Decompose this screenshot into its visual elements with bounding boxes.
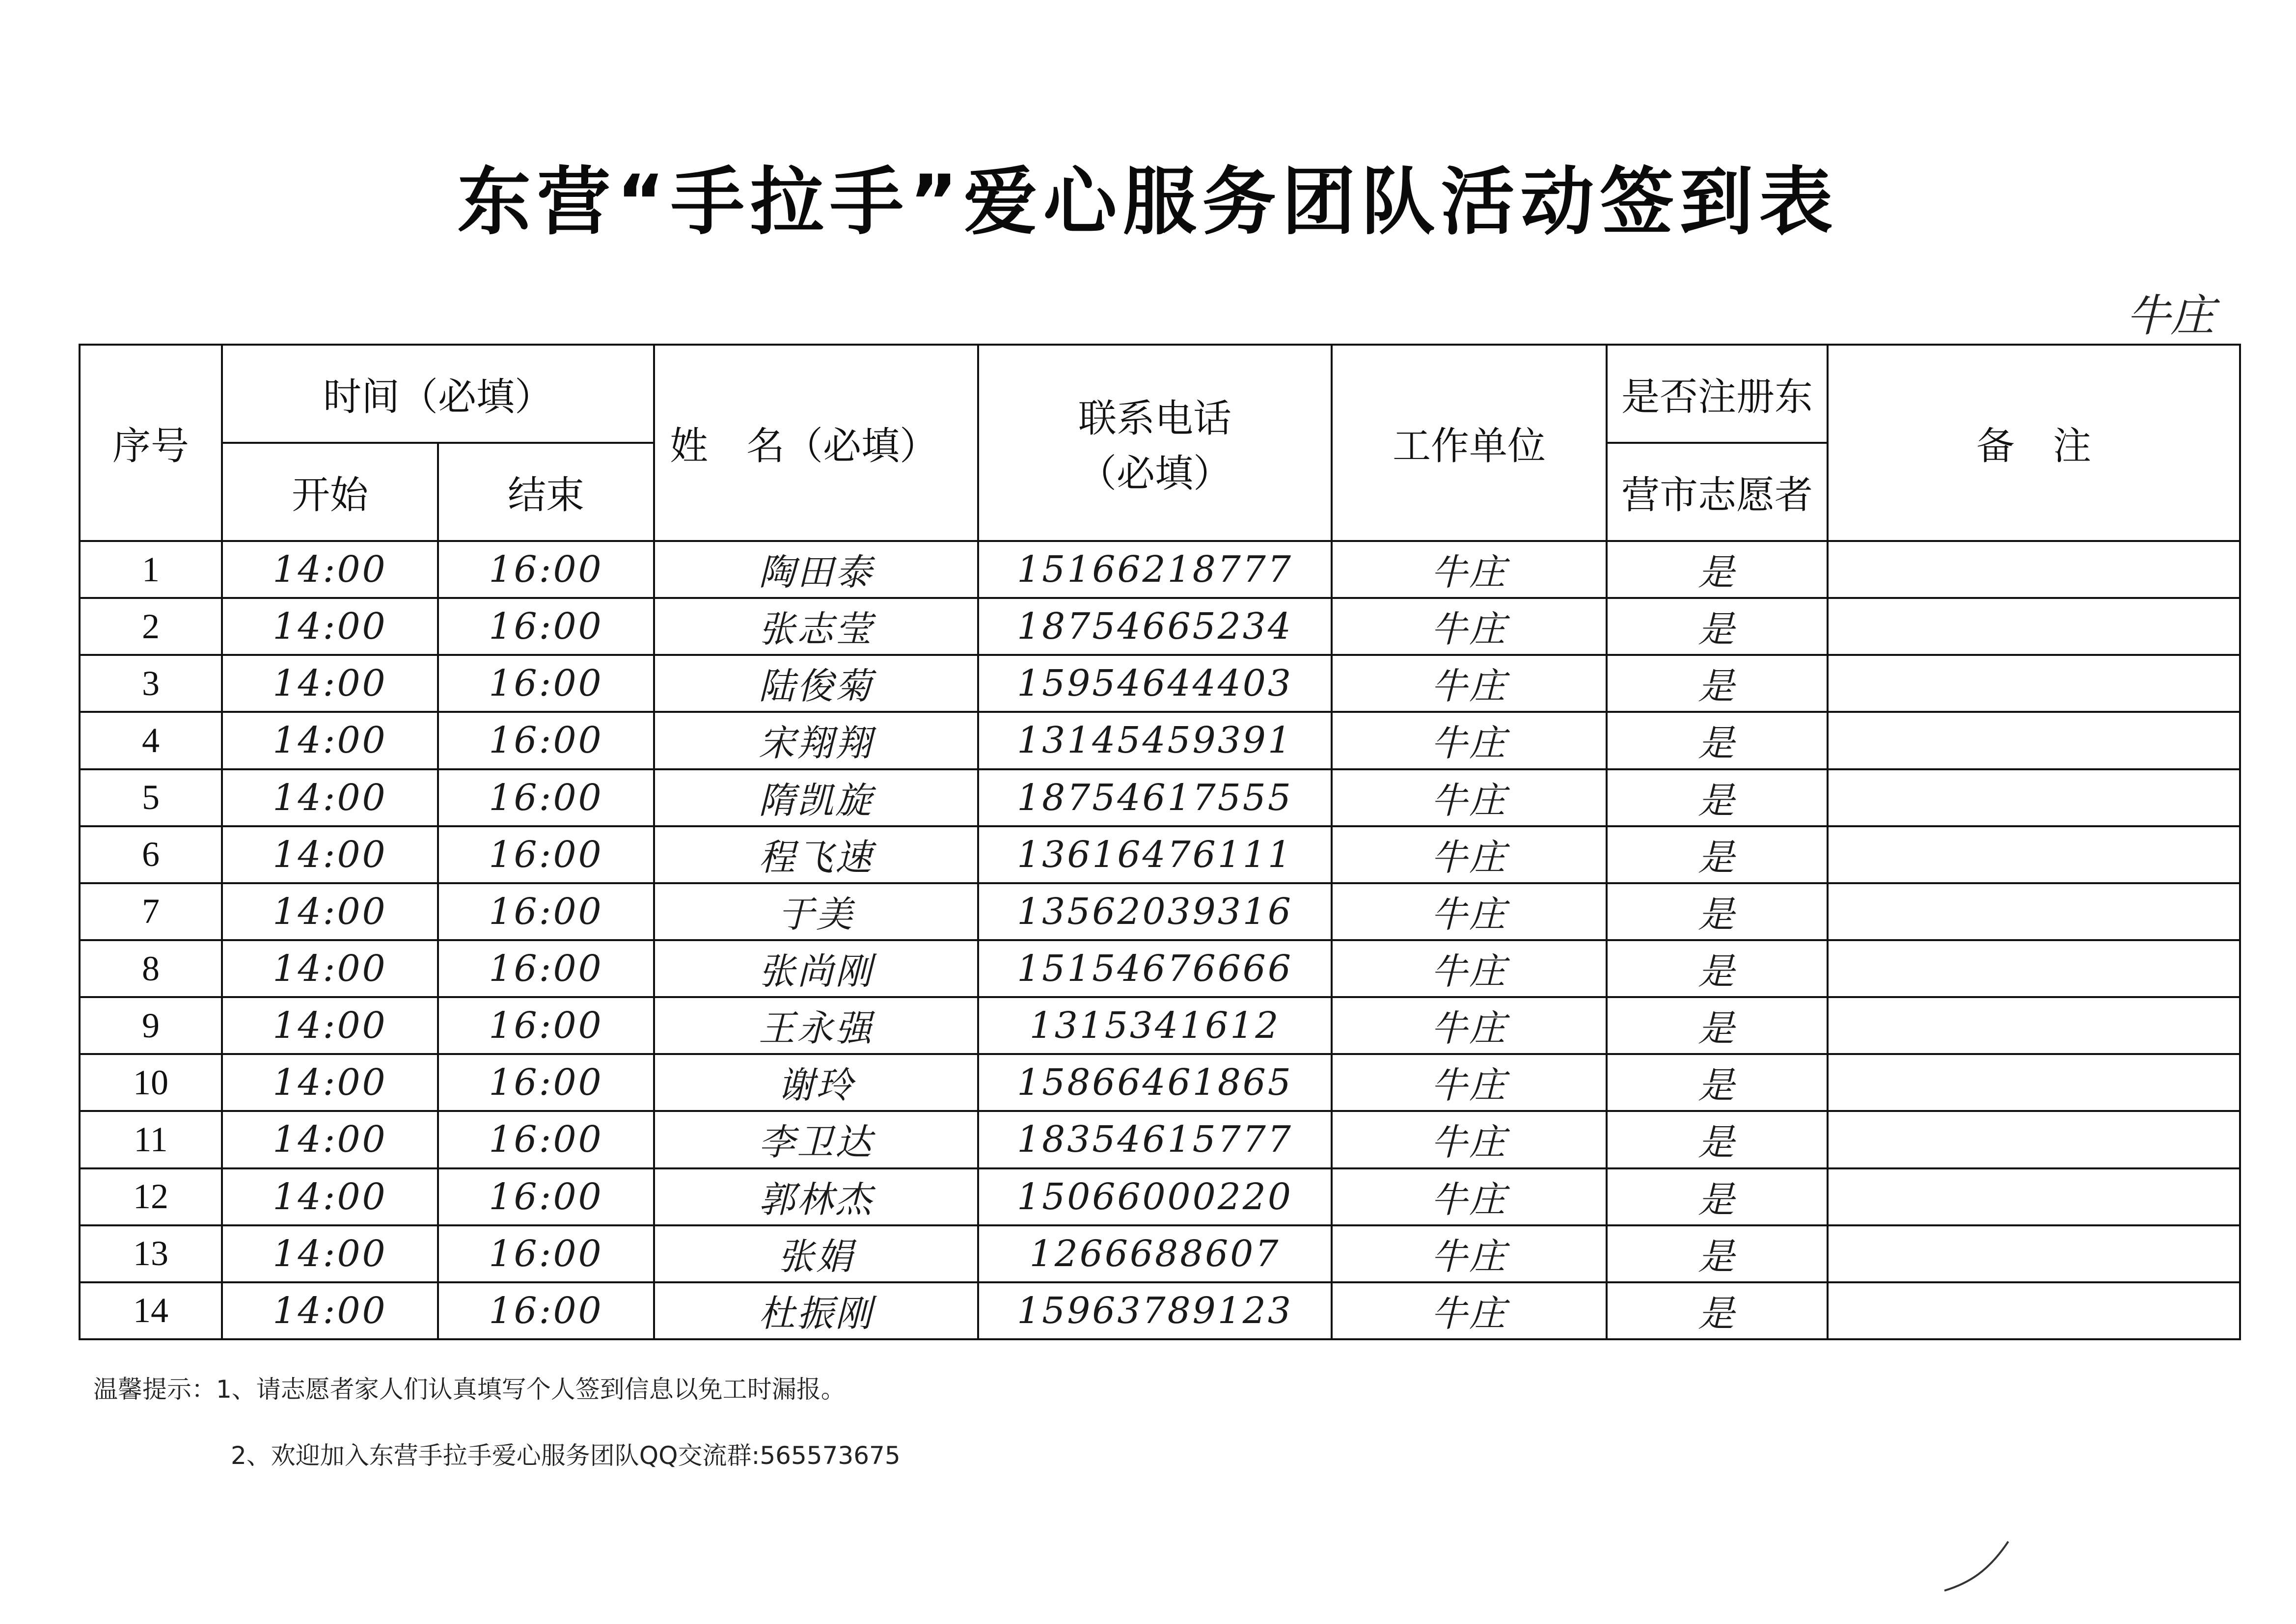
table-row	[80, 1282, 2240, 1339]
table-row	[80, 655, 2240, 712]
work-unit: 牛庄	[1332, 598, 1607, 655]
row-index: 7	[80, 883, 222, 940]
start-time: 14:00	[222, 940, 438, 997]
pen-stroke-mark	[1940, 1537, 2013, 1596]
work-unit: 牛庄	[1332, 1168, 1607, 1225]
work-unit: 牛庄	[1332, 1282, 1607, 1339]
work-unit: 牛庄	[1332, 997, 1607, 1054]
work-unit: 牛庄	[1332, 769, 1607, 826]
volunteer-name: 张尚刚	[654, 940, 978, 997]
end-time: 16:00	[438, 1282, 654, 1339]
remark-cell	[1828, 598, 2240, 655]
volunteer-name: 张娟	[654, 1225, 978, 1282]
phone-number: 15866461865	[978, 1054, 1332, 1111]
volunteer-name: 隋凯旋	[654, 769, 978, 826]
header-phone-line2: （必填）	[1078, 452, 1232, 496]
end-time: 16:00	[438, 826, 654, 883]
end-time: 16:00	[438, 1168, 654, 1225]
row-index: 3	[80, 655, 222, 712]
row-index: 12	[80, 1168, 222, 1225]
header-time: 时间（必填）	[222, 345, 654, 443]
table-row	[80, 940, 2240, 997]
remark-cell	[1828, 1054, 2240, 1111]
header-index: 序号	[80, 345, 222, 541]
volunteer-name: 张志莹	[654, 598, 978, 655]
header-phone	[978, 345, 1332, 541]
phone-number: 15066000220	[978, 1168, 1332, 1225]
volunteer-name: 于美	[654, 883, 978, 940]
phone-number: 13145459391	[978, 712, 1332, 769]
phone-number: 15963789123	[978, 1282, 1332, 1339]
row-index: 1	[80, 541, 222, 598]
end-time: 16:00	[438, 997, 654, 1054]
row-index: 8	[80, 940, 222, 997]
end-time: 16:00	[438, 598, 654, 655]
header-remark: 备 注	[1828, 345, 2240, 541]
table-row	[80, 541, 2240, 598]
registered-status: 是	[1607, 1225, 1828, 1282]
phone-number: 18754617555	[978, 769, 1332, 826]
remark-cell	[1828, 826, 2240, 883]
table-row	[80, 712, 2240, 769]
end-time: 16:00	[438, 712, 654, 769]
row-index: 11	[80, 1111, 222, 1168]
table-row	[80, 826, 2240, 883]
end-time: 16:00	[438, 541, 654, 598]
remark-cell	[1828, 940, 2240, 997]
start-time: 14:00	[222, 1054, 438, 1111]
start-time: 14:00	[222, 826, 438, 883]
work-unit: 牛庄	[1332, 1111, 1607, 1168]
header-start: 开始	[222, 443, 438, 541]
header-name: 姓 名（必填）	[654, 345, 978, 541]
table-row	[80, 1225, 2240, 1282]
start-time: 14:00	[222, 769, 438, 826]
row-index: 5	[80, 769, 222, 826]
end-time: 16:00	[438, 1225, 654, 1282]
footer-tip-2: 2、欢迎加入东营手拉手爱心服务团队QQ交流群:565573675	[231, 1441, 901, 1470]
start-time: 14:00	[222, 997, 438, 1054]
phone-number: 1266688607	[978, 1225, 1332, 1282]
page-title: 东营“手拉手”爱心服务团队活动签到表	[457, 160, 1839, 245]
header-end: 结束	[438, 443, 654, 541]
remark-cell	[1828, 1282, 2240, 1339]
phone-number: 18754665234	[978, 598, 1332, 655]
table-row	[80, 1054, 2240, 1111]
volunteer-name: 郭林杰	[654, 1168, 978, 1225]
row-index: 10	[80, 1054, 222, 1111]
row-index: 4	[80, 712, 222, 769]
volunteer-name: 陶田泰	[654, 541, 978, 598]
volunteer-name: 宋翔翔	[654, 712, 978, 769]
start-time: 14:00	[222, 712, 438, 769]
work-unit: 牛庄	[1332, 883, 1607, 940]
start-time: 14:00	[222, 1111, 438, 1168]
volunteer-name: 王永强	[654, 997, 978, 1054]
volunteer-name: 程飞速	[654, 826, 978, 883]
end-time: 16:00	[438, 1111, 654, 1168]
work-unit: 牛庄	[1332, 1225, 1607, 1282]
work-unit: 牛庄	[1332, 826, 1607, 883]
row-index: 6	[80, 826, 222, 883]
end-time: 16:00	[438, 1054, 654, 1111]
registered-status: 是	[1607, 769, 1828, 826]
work-unit: 牛庄	[1332, 1054, 1607, 1111]
table-row	[80, 769, 2240, 826]
remark-cell	[1828, 883, 2240, 940]
table-row	[80, 1111, 2240, 1168]
registered-status: 是	[1607, 541, 1828, 598]
phone-number: 13562039316	[978, 883, 1332, 940]
registered-status: 是	[1607, 598, 1828, 655]
start-time: 14:00	[222, 883, 438, 940]
registered-status: 是	[1607, 997, 1828, 1054]
end-time: 16:00	[438, 655, 654, 712]
start-time: 14:00	[222, 1282, 438, 1339]
registered-status: 是	[1607, 883, 1828, 940]
registered-status: 是	[1607, 1282, 1828, 1339]
registered-status: 是	[1607, 826, 1828, 883]
registered-status: 是	[1607, 712, 1828, 769]
volunteer-name: 李卫达	[654, 1111, 978, 1168]
end-time: 16:00	[438, 769, 654, 826]
phone-number: 13616476111	[978, 826, 1332, 883]
remark-cell	[1828, 655, 2240, 712]
start-time: 14:00	[222, 655, 438, 712]
phone-number: 15154676666	[978, 940, 1332, 997]
registered-status: 是	[1607, 1054, 1828, 1111]
handwritten-location-note: 牛庄	[2126, 290, 2214, 342]
volunteer-name: 杜振刚	[654, 1282, 978, 1339]
header-phone-line1: 联系电话	[1078, 397, 1232, 441]
start-time: 14:00	[222, 598, 438, 655]
volunteer-name: 谢玲	[654, 1054, 978, 1111]
table-row	[80, 883, 2240, 940]
remark-cell	[1828, 1111, 2240, 1168]
header-registered-line2: 营市志愿者	[1607, 443, 1828, 541]
header-registered-line1: 是否注册东	[1607, 345, 1828, 443]
work-unit: 牛庄	[1332, 655, 1607, 712]
remark-cell	[1828, 1168, 2240, 1225]
remark-cell	[1828, 541, 2240, 598]
header-unit: 工作单位	[1332, 345, 1607, 541]
end-time: 16:00	[438, 940, 654, 997]
registered-status: 是	[1607, 655, 1828, 712]
remark-cell	[1828, 1225, 2240, 1282]
work-unit: 牛庄	[1332, 940, 1607, 997]
row-index: 9	[80, 997, 222, 1054]
phone-number: 15166218777	[978, 541, 1332, 598]
work-unit: 牛庄	[1332, 541, 1607, 598]
remark-cell	[1828, 769, 2240, 826]
registered-status: 是	[1607, 940, 1828, 997]
registered-status: 是	[1607, 1168, 1828, 1225]
row-index: 14	[80, 1282, 222, 1339]
start-time: 14:00	[222, 541, 438, 598]
start-time: 14:00	[222, 1225, 438, 1282]
row-index: 13	[80, 1225, 222, 1282]
remark-cell	[1828, 712, 2240, 769]
registered-status: 是	[1607, 1111, 1828, 1168]
volunteer-name: 陆俊菊	[654, 655, 978, 712]
table-body	[80, 541, 2240, 1339]
remark-cell	[1828, 997, 2240, 1054]
table-row	[80, 997, 2240, 1054]
table-row	[80, 1168, 2240, 1225]
work-unit: 牛庄	[1332, 712, 1607, 769]
footer-tip-1: 温馨提示：1、请志愿者家人们认真填写个人签到信息以免工时漏报。	[93, 1375, 846, 1404]
end-time: 16:00	[438, 883, 654, 940]
table-row	[80, 598, 2240, 655]
phone-number: 18354615777	[978, 1111, 1332, 1168]
phone-number: 1315341612	[978, 997, 1332, 1054]
signin-table	[79, 344, 2241, 1340]
phone-number: 15954644403	[978, 655, 1332, 712]
row-index: 2	[80, 598, 222, 655]
start-time: 14:00	[222, 1168, 438, 1225]
